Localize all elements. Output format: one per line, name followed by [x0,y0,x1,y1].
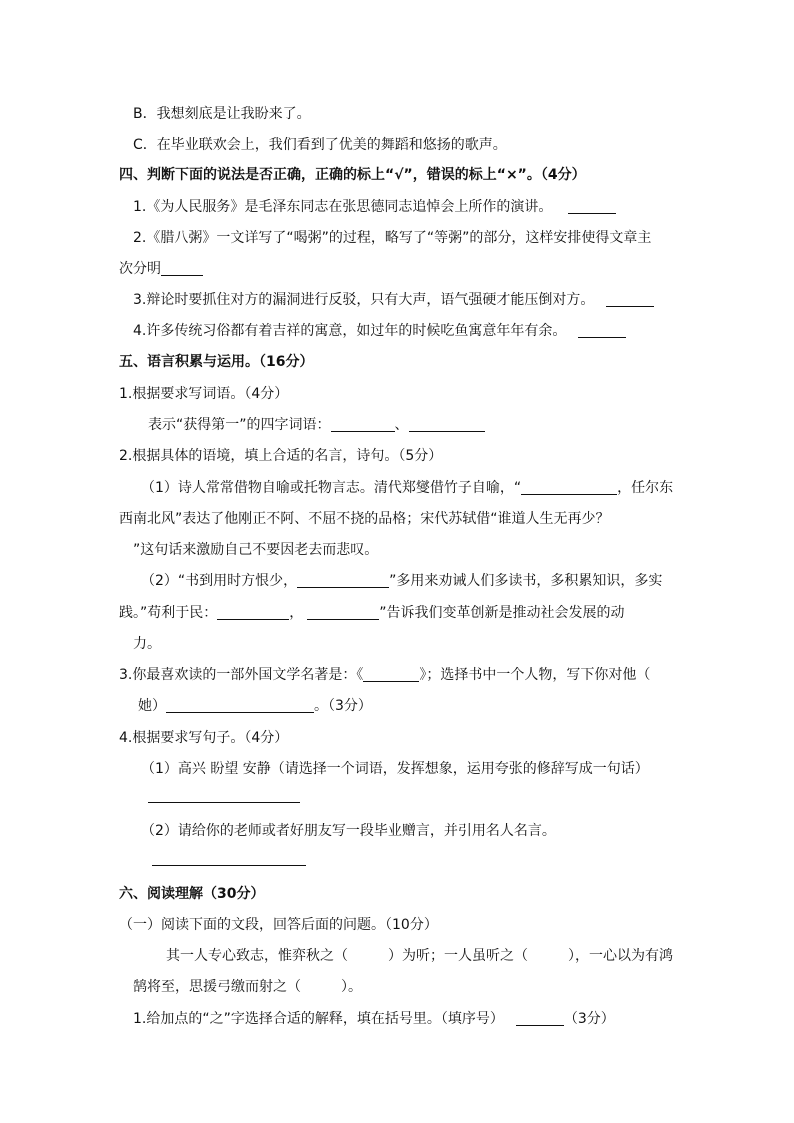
s4-item-3: 3.辩论时要抓住对方的漏洞进行反驳，只有大声，语气强硬才能压倒对方。 [133,290,654,310]
section-6-title: 六、阅读理解（30分） [119,886,265,902]
s5-q3-line2: 她） 。（3分） [138,698,372,714]
answer-blank[interactable] [161,261,203,276]
s6-passage-line1: 其一人专心致志，惟弈秋之（ ）为听；一人虽听之（ ），一心以为有鸿 [166,948,673,964]
s5-q4-p1: （1）高兴 盼望 安静（请选择一个词语，发挥想象，运用夸张的修辞写成一句话） [141,761,649,777]
answer-blank[interactable] [409,417,485,432]
s5-q2-p2-line3: 力。 [133,636,161,652]
option-c: C．在毕业联欢会上，我们看到了优美的舞蹈和悠扬的歌声。 [133,137,507,153]
answer-blank[interactable] [363,667,419,682]
answer-line[interactable] [148,802,300,803]
answer-blank[interactable] [307,605,379,620]
s5-q2-p1-line3: ”这句话来激励自己不要因老去而悲叹。 [133,542,379,558]
s6-q1: 1.给加点的“之”字选择合适的解释，填在括号里。（填序号） （3分） [133,1011,615,1027]
s5-q3: 3.你最喜欢读的一部外国文学名著是：《 》；选择书中一个人物，写下你对他（ [119,667,651,683]
s5-q4-p2: （2）请给你的老师或者好朋友写一段毕业赠言，并引用名人名言。 [141,823,556,839]
answer-blank[interactable] [516,1011,564,1026]
section-5-title: 五、语言积累与运用。（16分） [119,354,314,370]
answer-blank[interactable] [217,605,289,620]
s5-q2-p2: （2）“书到用时方恨少， ”多用来劝诫人们多读书，多积累知识，多实 [141,573,663,589]
s4-item-2: 2.《腊八粥》一文详写了“喝粥”的过程，略写了“等粥”的部分，这样安排使得文章主 [133,230,652,246]
s5-q2-p1-line2: 西南北风”表达了他刚正不阿、不屈不挠的品格；宋代苏轼借“谁道人生无再少？ [119,511,610,527]
s6-passage-line2: 鹄将至，思援弓缴而射之（ ）。 [133,979,362,995]
s4-item-2-cont: 次分明 [119,259,203,279]
s5-q1-line: 表示“获得第一”的四字词语： 、 [148,415,485,435]
answer-line[interactable] [152,865,306,866]
answer-blank[interactable] [578,323,626,338]
s5-q2-label: 2.根据具体的语境，填上合适的名言，诗句。（5分） [119,448,443,464]
s5-q1-label: 1.根据要求写词语。（4分） [119,386,289,402]
s5-q2-p1: （1）诗人常常借物自喻或托物言志。清代郑燮借竹子自喻，“ ，任尔东 [141,480,674,496]
answer-blank[interactable] [297,573,389,588]
answer-blank[interactable] [606,292,654,307]
answer-blank[interactable] [166,698,314,713]
section-4-title: 四、判断下面的说法是否正确，正确的标上“√”，错误的标上“×”。（4分） [119,167,586,183]
s5-q2-p2-line2: 践。”苟利于民： ， ”告诉我们变革创新是推动社会发展的动 [119,605,625,621]
answer-blank[interactable] [568,199,616,214]
s6-sub1: （一）阅读下面的文段，回答后面的问题。（10分） [119,917,438,933]
option-b: B．我想刻底是让我盼来了。 [133,106,311,122]
answer-blank[interactable] [331,417,395,432]
s4-item-1: 1.《为人民服务》是毛泽东同志在张思德同志追悼会上所作的演讲。 [133,197,616,217]
answer-blank[interactable] [521,480,617,495]
s5-q4-label: 4.根据要求写句子。（4分） [119,730,289,746]
s4-item-4: 4.许多传统习俗都有着吉祥的寓意，如过年的时候吃鱼寓意年年有余。 [133,321,626,341]
